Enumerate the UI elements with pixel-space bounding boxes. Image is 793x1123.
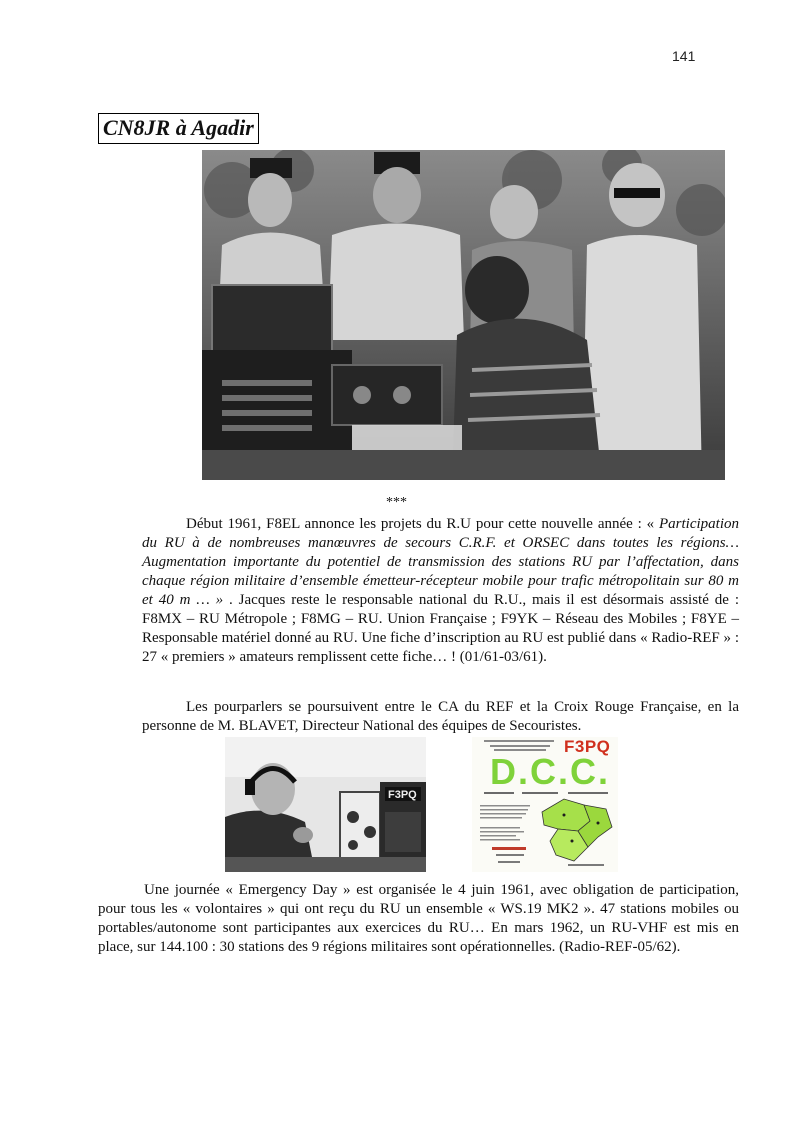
transmitter-rack: [340, 782, 426, 862]
paragraph-1: [142, 515, 739, 667]
qsl-card: [472, 737, 618, 872]
paragraph-3: [98, 881, 739, 957]
main-photo-illustration: [202, 150, 725, 480]
operator-photo: [225, 737, 426, 872]
paragraph-1-quote: Participation du RU à de nombreuses manœuvres de secours C.R.F. et ORSEC dans toutes les régions… Augmentation importante du potentiel de transmission des stations RU par l’affectation, dans chaque région militaire d’ensemble émetteur-récepteur mobile pour trafic métropolitain sur 80 m et 40 m … »: [142, 516, 740, 608]
qsl-callsign: F3PQ: [564, 737, 611, 756]
page-number: 141: [672, 48, 696, 64]
paragraph-1-rest: . Jacques reste le responsable national du R.U., mais il est désormais assisté de : F8MX – RU Métropole ; F8MG – RU. Union Française ; F9YK – Réseau des Mobiles ; F8YE – Responsable matériel donné au RU. Une fiche d’inscription au RU est publié dans « Radio-REF » : 27 « premiers » amateurs remplissent cette fiche… ! (01/61-03/61).: [142, 592, 740, 665]
section-separator: ***: [386, 495, 407, 510]
main-photo: [202, 150, 725, 480]
paragraph-2: [142, 698, 739, 736]
operator-photo-illustration: [225, 737, 426, 872]
paragraph-2-text: Les pourparlers se poursuivent entre le CA du REF et la Croix Rouge Française, en la personne de M. BLAVET, Directeur National des équipes de Secouristes.: [142, 699, 739, 734]
svg-text:F3PQ: F3PQ: [388, 789, 417, 801]
paragraph-1-lead: Début 1961, F8EL annonce les projets du R.U pour cette nouvelle année : «: [186, 516, 655, 532]
section-heading: CN8JR à Agadir: [98, 113, 259, 144]
paragraph-3-text: Une journée « Emergency Day » est organisée le 4 juin 1961, avec obligation de participation, pour tous les « volontaires » qui ont reçu du RU un ensemble « WS.19 MK2 ». 47 stations mobiles ou portables/autonome sont participantes aux exercices du RU… En mars 1962, un RU-VHF est mis en place, sur 144.100 : 30 stations des 9 régions militaires sont opérationnelles. (Radio-REF-05/62).: [98, 882, 739, 955]
qsl-award-title: D.C.C.: [490, 751, 610, 792]
